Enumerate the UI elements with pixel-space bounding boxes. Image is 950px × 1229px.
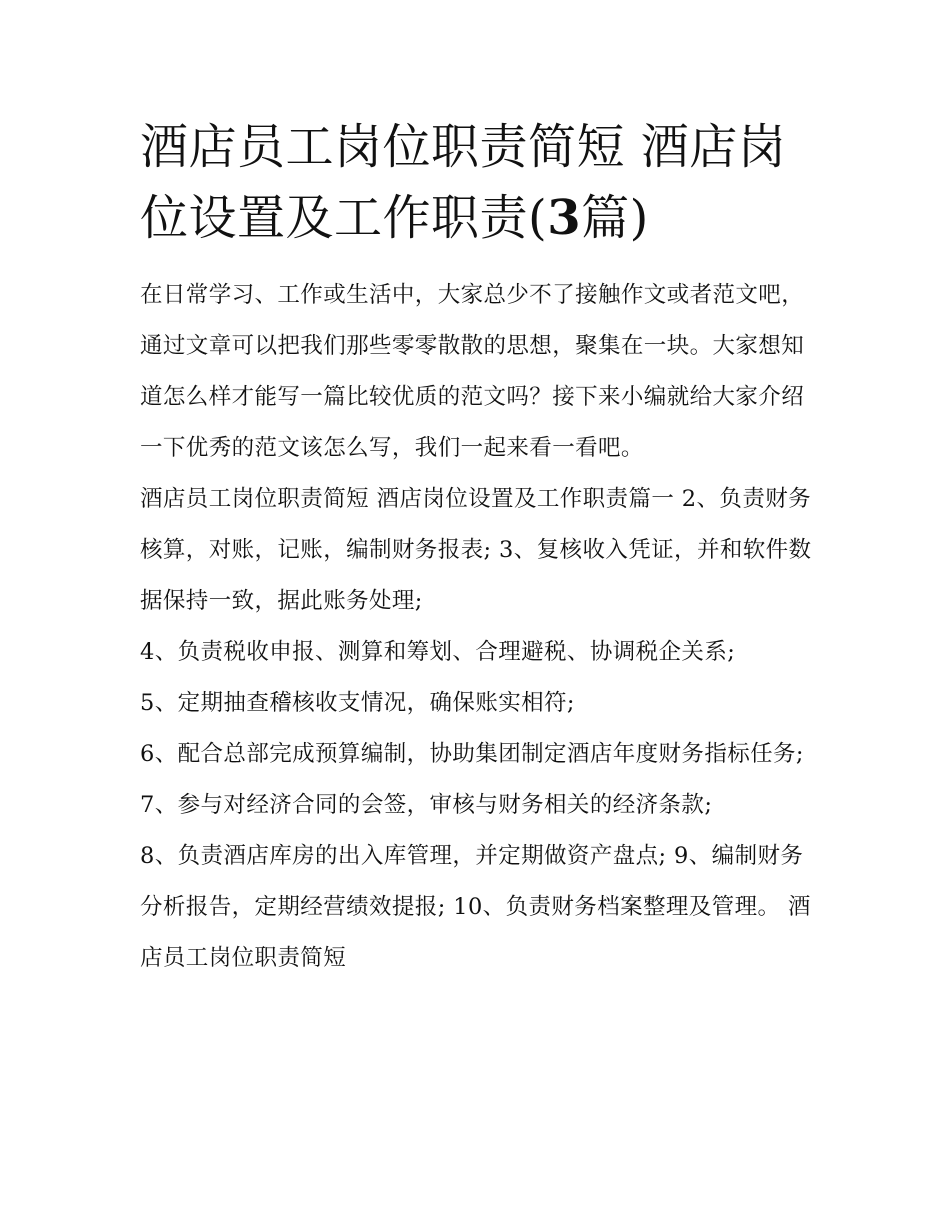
title-count: 3: [547, 190, 582, 246]
section-one-paragraph: 酒店员工岗位职责简短 酒店岗位设置及工作职责篇一 2、负责财务核算，对账，记账，编制财务报表; 3、复核收入凭证，并和软件数据保持一致，据此账务处理;: [140, 486, 812, 614]
title-text-part1: 酒店员工岗位职责简短 酒店岗位设置及工作职责(: [140, 119, 787, 246]
duty-item-8-10: 8、负责酒店库房的出入库管理，并定期做资产盘点; 9、编制财务分析报告，定期经营绩效提报; 10、负责财务档案整理及管理。 酒店员工岗位职责简短: [140, 843, 811, 971]
duty-item-6-7: 6、配合总部完成预算编制，协助集团制定酒店年度财务指标任务; 7、参与对经济合同的会签，审核与财务相关的经济条款;: [140, 741, 804, 818]
document-page: [140, 112, 820, 984]
intro-paragraph: 在日常学习、工作或生活中，大家总少不了接触作文或者范文吧，通过文章可以把我们那些零零散散的思想，聚集在一块。大家想知道怎么样才能写一篇比较优质的范文吗？接下来小编就给大家介绍一下优秀的范文该怎么写，我们一起来看一看吧。: [140, 282, 805, 461]
duty-item-5: 5、定期抽查稽核收支情况，确保账实相符;: [140, 690, 575, 716]
document-title: [140, 112, 820, 254]
title-text-part2: 篇): [581, 190, 649, 246]
duty-item-4: 4、负责税收申报、测算和筹划、合理避税、协调税企关系;: [140, 639, 736, 665]
document-body: [140, 270, 820, 984]
